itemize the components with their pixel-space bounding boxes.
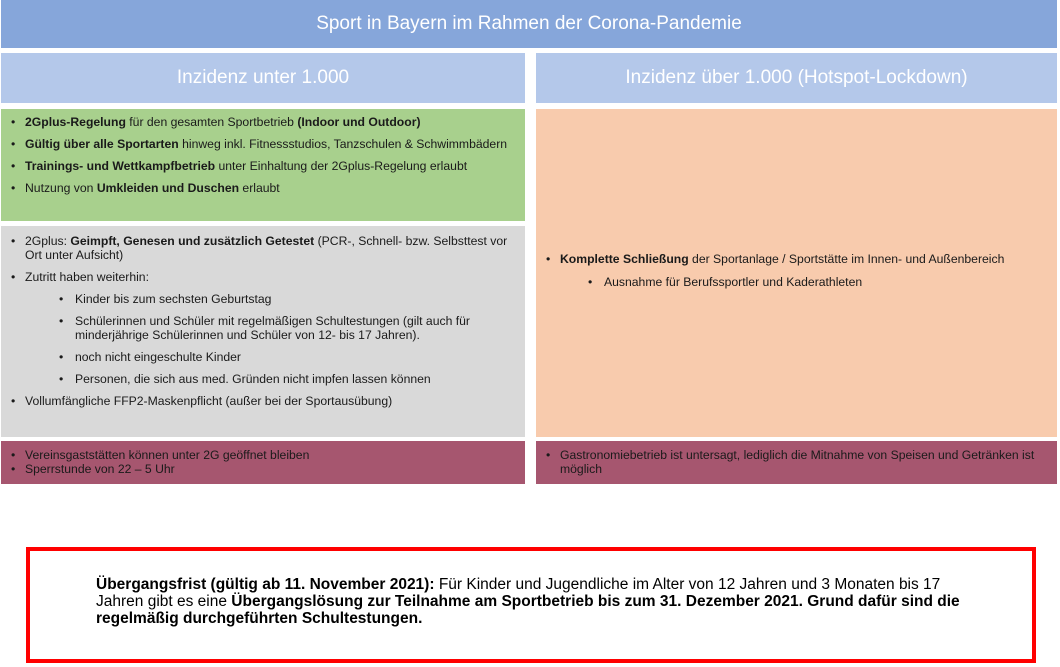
sub-list-item: • Ausnahme für Berufssportler und Kaderathleten [546, 275, 1049, 289]
sub-list-item: • Personen, die sich aus med. Gründen nicht impfen lassen können [11, 372, 517, 386]
bold-text: Umkleiden und Duschen [96, 181, 240, 195]
list-item [11, 270, 517, 284]
grey-access-box [1, 226, 525, 437]
list-item [11, 234, 517, 262]
bold-text: Übergangsfrist (gültig ab 11. November 2021): [96, 576, 435, 593]
text: Zutritt haben weiterhin: [25, 270, 149, 284]
text: Nutzung von [25, 181, 97, 195]
list-item [11, 181, 517, 195]
sub-list-item: • Schülerinnen und Schüler mit regelmäßigen Schultestungen (gilt auch für minderjährige Schülerinnen und Schüler von 12- bis 17 Jahren). [11, 314, 517, 342]
green-rules-box [1, 109, 525, 221]
column-header-high-incidence: Inzidenz über 1.000 (Hotspot-Lockdown) [536, 53, 1057, 103]
page-title: Sport in Bayern im Rahmen der Corona-Pandemie [1, 0, 1057, 48]
list-item [11, 159, 517, 173]
text: (PCR-, Schnell- bzw. Selbsttest vor Ort unter Aufsicht) [25, 234, 508, 262]
column-header-low-incidence: Inzidenz unter 1.000 [1, 53, 525, 103]
peach-lockdown-box [536, 109, 1057, 437]
text: hinweg inkl. Fitnessstudios, Tanzschulen & Schwimmbädern [178, 137, 508, 151]
text: Für Kinder und Jugendliche im Alter von 12 Jahren und 3 Monaten bis 17 Jahren gibt es eine [96, 576, 941, 610]
text: unter Einhaltung der 2Gplus-Regelung erlaubt [215, 159, 468, 173]
sub-list-item: • Kinder bis zum sechsten Geburtstag [11, 292, 517, 306]
text: der Sportanlage / Sportstätte im Innen- und Außenbereich [688, 252, 1005, 266]
text: erlaubt [239, 181, 280, 195]
list-item [546, 252, 1049, 266]
maroon-gastronomy-right [536, 441, 1057, 484]
maroon-gastronomy-left [1, 441, 525, 484]
transition-period-notice [26, 547, 1036, 663]
bold-text: 2Gplus-Regelung [25, 115, 126, 129]
bold-text: Übergangslösung zur Teilnahme am Sportbetrieb bis zum 31. Dezember 2021. Grund dafür sind die regelmäßig durchgeführten Schultestungen. [96, 593, 960, 627]
bold-text: Gültig über alle Sportarten [25, 137, 179, 151]
bold-text: (Indoor und Outdoor) [297, 115, 421, 129]
sub-list-item: • noch nicht eingeschulte Kinder [11, 350, 517, 364]
list-item: • Vereinsgaststätten können unter 2G geöffnet bleiben [11, 448, 517, 462]
list-item: • Gastronomiebetrieb ist untersagt, lediglich die Mitnahme von Speisen und Getränken ist möglich [546, 448, 1049, 476]
list-item: • Sperrstunde von 22 – 5 Uhr [11, 462, 517, 476]
bold-text: Trainings- und Wettkampfbetrieb [25, 159, 216, 173]
list-item: • Vollumfängliche FFP2-Maskenpflicht (außer bei der Sportausübung) [11, 394, 517, 408]
text: 2Gplus: [25, 234, 71, 248]
bold-text: Komplette Schließung [560, 252, 689, 266]
list-item [11, 115, 517, 129]
list-item [11, 137, 517, 151]
text: für den gesamten Sportbetrieb [125, 115, 298, 129]
bold-text: Geimpft, Genesen und zusätzlich Getestet [70, 234, 315, 248]
